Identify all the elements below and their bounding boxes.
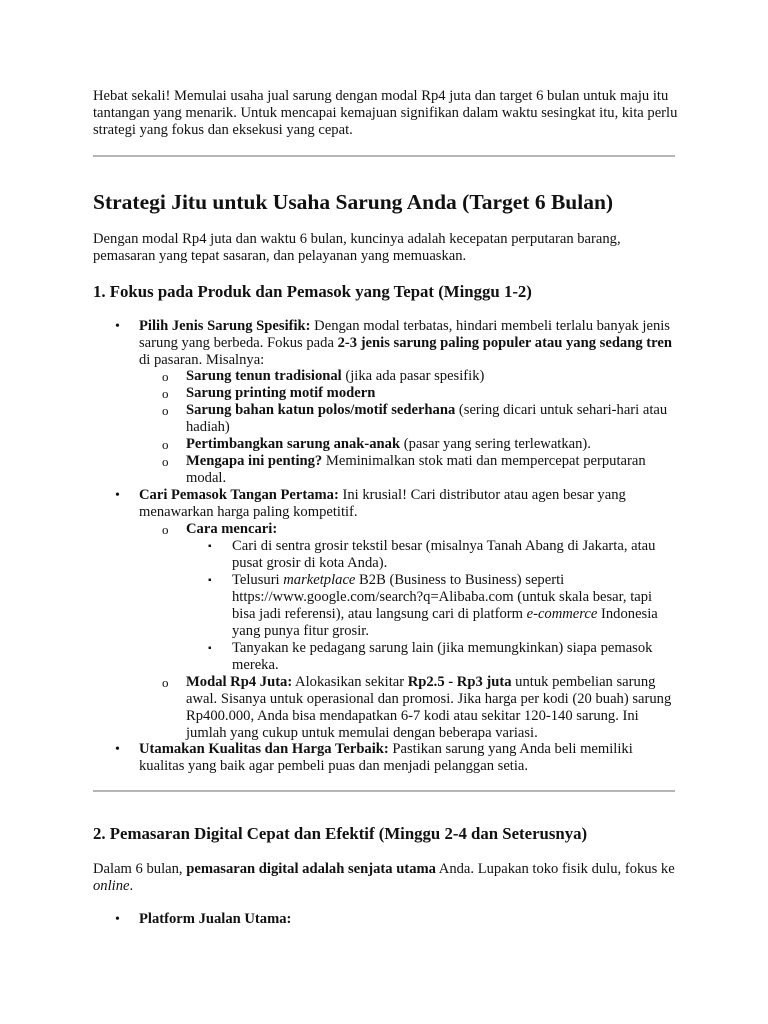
sublist-item-label: Mengapa ini penting? [186,453,323,469]
subsublist-emphasis: marketplace [283,572,356,588]
bullet-circle: o [162,369,169,384]
sublist-item-label: Cara mencari: [186,521,278,537]
bullet-circle: o [162,454,169,469]
subsublist-text: B2B (Business to Business) seperti https://www.google.com/search?q=Alibaba.com (untuk skala besar, tapi bisa jadi referensi), atau langsung cari di platform [232,572,653,622]
bullet-disc: • [115,319,120,334]
subsublist-emphasis: e-commerce [526,606,598,622]
sublist-item-text: (sering dicari untuk sehari-hari atau hadiah) [186,402,668,435]
sublist-item-text: (pasar yang sering terlewatkan). [400,436,591,452]
bullet-circle: o [162,522,169,537]
subsublist-item: Cari di sentra grosir tekstil besar (misalnya Tanah Abang di Jakarta, atau pusat grosir di kota Anda). [232,538,656,571]
page-title: Strategi Jitu untuk Usaha Sarung Anda (Target 6 Bulan) [93,190,614,214]
list-item-label: Pilih Jenis Sarung Spesifik: [139,318,311,334]
bullet-circle: o [162,386,169,401]
list-item-platform [139,911,679,928]
list-item-label: Cari Pemasok Tangan Pertama: [139,487,339,503]
bullet-square: ▪ [208,541,212,552]
sublist-item [186,402,679,436]
section-2-lead [93,861,678,895]
bullet-circle: o [162,403,169,418]
sublist-item-emphasis: Rp2.5 - Rp3 juta [407,674,512,690]
bullet-circle: o [162,675,169,690]
sublist-item [186,453,679,487]
intro-paragraph: Hebat sekali! Memulai usaha jual sarung dengan modal Rp4 juta dan target 6 bulan untuk maju itu tantangan yang menarik. Untuk mencapai kemajuan signifikan dalam waktu sesingkat itu, kita perlu strategi yang fokus dan eksekusi yang cepat. [93,88,678,138]
sublist-item [186,385,679,402]
list-item-choose-sarung [139,318,679,369]
lead-text: Dalam 6 bulan, [93,861,187,877]
lead-text: Anda. Lupakan toko fisik dulu, fokus ke [435,861,675,877]
sublist-item-label: Sarung bahan katun polos/motif sederhana [186,402,456,418]
list-item-label: Utamakan Kualitas dan Harga Terbaik: [139,741,389,757]
list-item-emphasis: 2-3 jenis sarung paling populer atau yang sedang tren [337,335,672,351]
lead-paragraph: Dengan modal Rp4 juta dan waktu 6 bulan, kuncinya adalah kecepatan perputaran barang, pemasaran yang tepat sasaran, dan pelayanan yang memuaskan. [93,231,621,264]
list-item-label: Platform Jualan Utama: [139,911,292,927]
subsublist-item [232,572,677,640]
list-item-text: Pastikan sarung yang Anda beli memiliki kualitas yang baik agar pembeli puas dan menjadi pelanggan setia. [139,741,633,774]
section-2-heading: 2. Pemasaran Digital Cepat dan Efektif (Minggu 2-4 dan Seterusnya) [93,824,588,843]
list-item-text: Ini krusial! Cari distributor atau agen besar yang menawarkan harga paling kompetitif. [139,487,626,520]
lead-emphasis: pemasaran digital adalah senjata utama [186,861,436,877]
sublist-item-text: (jika ada pasar spesifik) [341,368,485,384]
lead-emphasis: online [93,878,130,894]
sublist-item [186,436,679,453]
sublist-item-label: Modal Rp4 Juta: [186,674,293,690]
sublist-item-text: Alokasikan sekitar [292,674,408,690]
divider [93,790,675,792]
bullet-square: ▪ [208,643,212,654]
bullet-disc: • [115,488,120,503]
list-item-find-supplier [139,487,679,521]
list-item-text: di pasaran. Misalnya: [139,352,265,368]
list-item-text: Dengan modal terbatas, hindari membeli terlalu banyak jenis sarung yang berbeda. Fokus pada [139,318,670,351]
divider [93,155,675,157]
sublist-item [186,521,679,538]
subsublist-text: Telusuri [232,572,284,588]
list-item-quality [139,741,679,775]
section-1-heading: 1. Fokus pada Produk dan Pemasok yang Tepat (Minggu 1-2) [93,282,532,301]
sublist-item-label: Pertimbangkan sarung anak-anak [186,436,401,452]
sublist-item-label: Sarung tenun tradisional [186,368,342,384]
bullet-disc: • [115,742,120,757]
sublist-item-text: Meminimalkan stok mati dan mempercepat perputaran modal. [186,453,646,486]
lead-text: . [129,878,134,894]
subsublist-text: Indonesia yang punya fitur grosir. [232,606,658,639]
sublist-item-text: untuk pembelian sarung awal. Sisanya untuk operasional dan promosi. Jika harga per kodi (20 buah) sarung Rp400.000, Anda bisa mendapatkan 6-7 kodi atau sekitar 120-140 sarung. Ini jumlah yang cukup untuk memulai dengan beberapa variasi. [186,674,672,741]
bullet-square: ▪ [208,575,212,586]
subsublist-item: Tanyakan ke pedagang sarung lain (jika memungkinkan) siapa pemasok mereka. [232,640,653,673]
sublist-item-label: Sarung printing motif modern [186,385,376,401]
bullet-disc: • [115,912,120,927]
bullet-circle: o [162,437,169,452]
sublist-item-budget [186,674,679,742]
sublist-item [186,368,679,385]
